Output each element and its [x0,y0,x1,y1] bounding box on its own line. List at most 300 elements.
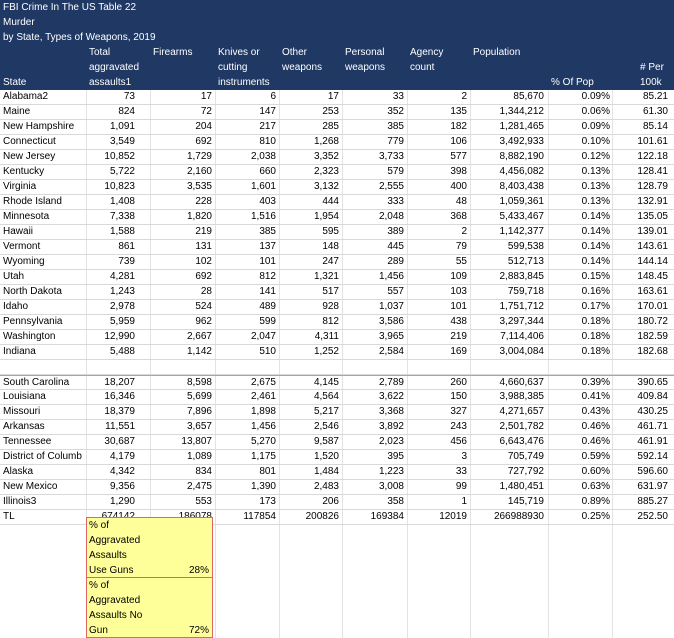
cell-total[interactable]: 73 [123,91,135,102]
cell-state[interactable]: Utah [3,271,25,282]
cell-agency[interactable]: 243 [450,421,467,432]
cell-per[interactable]: 135.05 [637,211,668,222]
table-title: FBI Crime In The US Table 22 [3,2,137,13]
cell-other[interactable]: 285 [322,121,339,132]
cell-total[interactable]: 10,823 [104,181,135,192]
cell-state[interactable]: New Jersey [3,151,56,162]
cell-firearms[interactable]: 1,142 [186,346,212,357]
table-row [0,135,674,150]
cell-agency[interactable]: 182 [450,121,467,132]
header-personal-line2: weapons [345,62,386,73]
cell-population[interactable]: 4,456,082 [499,166,544,177]
cell-other[interactable]: 4,564 [313,391,339,402]
cell-pct[interactable]: 0.09% [581,121,610,132]
cell-pct[interactable]: 0.46% [581,436,610,447]
cell-other[interactable]: 4,145 [313,377,339,388]
cell-firearms[interactable]: 692 [195,271,212,282]
cell-firearms[interactable]: 131 [195,241,212,252]
cell-population[interactable]: 1,344,212 [499,106,544,117]
cell-pct[interactable]: 0.14% [581,241,610,252]
cell-knives[interactable]: 1,516 [250,211,276,222]
cell-state[interactable]: Missouri [3,406,41,417]
cell-personal[interactable]: 352 [387,106,404,117]
cell-state[interactable]: Virginia [3,181,37,192]
cell-pct[interactable]: 0.13% [581,166,610,177]
cell-other[interactable]: 1,954 [313,211,339,222]
cell-population[interactable]: 6,643,476 [499,436,544,447]
cell-per[interactable]: 592.14 [637,451,668,462]
cell-other[interactable]: 247 [322,256,339,267]
cell-personal[interactable]: 3,008 [378,481,404,492]
cell-agency[interactable]: 48 [455,196,467,207]
cell-population[interactable]: 1,480,451 [499,481,544,492]
cell-per[interactable]: 148.45 [637,271,668,282]
cell-pct[interactable]: 0.15% [581,271,610,282]
cell-knives[interactable]: 217 [259,121,276,132]
cell-state[interactable]: North Dakota [3,286,62,297]
guns-share-note[interactable] [86,517,213,579]
cell-firearms[interactable]: 5,699 [186,391,212,402]
cell-personal[interactable]: 3,586 [378,316,404,327]
cell-per[interactable]: 461.71 [637,421,668,432]
cell-other[interactable]: 5,217 [313,406,339,417]
cell-total[interactable]: 5,959 [109,316,135,327]
cell-personal[interactable]: 395 [387,451,404,462]
cell-per[interactable]: 180.72 [637,316,668,327]
cell-total[interactable]: 1,290 [109,496,135,507]
cell-agency[interactable]: 2 [461,226,467,237]
cell-firearms[interactable]: 1,729 [186,151,212,162]
cell-firearms[interactable]: 204 [195,121,212,132]
cell-population[interactable]: 705,749 [507,451,544,462]
cell-pct[interactable]: 0.13% [581,181,610,192]
cell-firearms[interactable]: 102 [195,256,212,267]
cell-personal[interactable]: 557 [387,286,404,297]
cell-knives[interactable]: 2,047 [250,331,276,342]
cell-personal[interactable]: 2,789 [378,377,404,388]
cell-other[interactable]: 1,520 [313,451,339,462]
cell-knives[interactable]: 2,038 [250,151,276,162]
cell-pct[interactable]: 0.63% [581,481,610,492]
cell-agency[interactable]: 456 [450,436,467,447]
cell-per[interactable]: 409.84 [637,391,668,402]
cell-knives[interactable]: 385 [259,226,276,237]
cell-total[interactable]: 1,243 [109,286,135,297]
cell-per[interactable]: 132.91 [637,196,668,207]
cell-per[interactable]: 128.79 [637,181,668,192]
cell-population[interactable]: 1,751,712 [499,301,544,312]
cell-per[interactable]: 182.68 [637,346,668,357]
cell-population[interactable]: 3,297,344 [499,316,544,327]
table-row [0,330,674,345]
cell-knives[interactable]: 1,175 [250,451,276,462]
cell-knives[interactable]: 660 [259,166,276,177]
cell-pct[interactable]: 0.14% [581,211,610,222]
cell-state[interactable]: Indiana [3,346,36,357]
cell-total[interactable]: 4,281 [109,271,135,282]
cell-agency[interactable]: 3 [461,451,467,462]
cell-state[interactable]: Louisiana [3,391,46,402]
cell-per[interactable]: 182.59 [637,331,668,342]
cell-other[interactable]: 1,321 [313,271,339,282]
cell-firearms[interactable]: 219 [195,226,212,237]
cell-population[interactable]: 3,004,084 [499,346,544,357]
cell-other[interactable]: 928 [322,301,339,312]
note-line: % of [89,580,110,591]
cell-total[interactable]: 16,346 [104,391,135,402]
cell-state[interactable]: New Mexico [3,481,58,492]
cell-per[interactable]: 101.61 [637,136,668,147]
cell-other[interactable]: 200826 [305,511,339,522]
cell-pct[interactable]: 0.13% [581,196,610,207]
cell-firearms[interactable]: 524 [195,301,212,312]
table-row [0,210,674,225]
cell-personal[interactable]: 445 [387,241,404,252]
cell-other[interactable]: 2,323 [313,166,339,177]
cell-firearms[interactable]: 3,535 [186,181,212,192]
cell-knives[interactable]: 403 [259,196,276,207]
cell-other[interactable]: 9,587 [313,436,339,447]
cell-population[interactable]: 759,718 [507,286,544,297]
cell-other[interactable]: 444 [322,196,339,207]
cell-knives[interactable]: 101 [259,256,276,267]
no-gun-share-note[interactable] [86,577,213,638]
cell-pct[interactable]: 0.89% [581,496,610,507]
note-line: Assaults [89,550,127,561]
table-row [0,90,674,105]
cell-agency[interactable]: 2 [461,91,467,102]
note-line: Use Guns [89,565,134,576]
cell-state[interactable]: Washington [3,331,56,342]
cell-per[interactable]: 122.18 [637,151,668,162]
cell-other[interactable]: 17 [327,91,339,102]
cell-firearms[interactable]: 834 [195,466,212,477]
cell-per[interactable]: 596.60 [637,466,668,477]
cell-agency[interactable]: 400 [450,181,467,192]
cell-per[interactable]: 390.65 [637,377,668,388]
cell-state[interactable]: Minnesota [3,211,50,222]
cell-per[interactable]: 430.25 [637,406,668,417]
cell-knives[interactable]: 1,898 [250,406,276,417]
cell-total[interactable]: 3,549 [109,136,135,147]
cell-state[interactable]: Alabama2 [3,91,49,102]
cell-knives[interactable]: 810 [259,136,276,147]
header-knives-line2: cutting [218,62,248,73]
cell-knives[interactable]: 141 [259,286,276,297]
cell-agency[interactable]: 150 [450,391,467,402]
cell-knives[interactable]: 5,270 [250,436,276,447]
note-line: Assaults No [89,610,143,621]
cell-total[interactable]: 30,687 [104,436,135,447]
cell-other[interactable]: 148 [322,241,339,252]
header-other-line1: Other [282,47,308,58]
table-row [0,285,674,300]
cell-population[interactable]: 1,281,465 [499,121,544,132]
cell-population[interactable]: 5,433,467 [499,211,544,222]
cell-agency[interactable]: 101 [450,301,467,312]
cell-total[interactable]: 1,408 [109,196,135,207]
cell-total[interactable]: 9,356 [109,481,135,492]
cell-population[interactable]: 8,403,438 [499,181,544,192]
cell-total[interactable]: 1,091 [109,121,135,132]
cell-other[interactable]: 4,311 [314,331,339,342]
cell-agency[interactable]: 55 [455,256,467,267]
cell-agency[interactable]: 33 [455,466,467,477]
cell-other[interactable]: 517 [322,286,339,297]
cell-knives[interactable]: 137 [259,241,276,252]
cell-other[interactable]: 2,546 [313,421,339,432]
cell-population[interactable]: 8,882,190 [499,151,544,162]
cell-other[interactable]: 2,483 [313,481,339,492]
cell-firearms[interactable]: 3,657 [186,421,212,432]
cell-agency[interactable]: 577 [450,151,467,162]
cell-state[interactable]: Arkansas [3,421,45,432]
table-subtitle-murder: Murder [3,17,35,28]
cell-firearms[interactable]: 1,820 [186,211,212,222]
cell-total[interactable]: 2,978 [109,301,135,312]
cell-other[interactable]: 206 [322,496,339,507]
cell-population[interactable]: 145,719 [507,496,544,507]
cell-personal[interactable]: 169384 [370,511,404,522]
cell-knives[interactable]: 117854 [243,511,276,522]
cell-pct[interactable]: 0.06% [581,106,610,117]
cell-pct[interactable]: 0.14% [581,256,610,267]
cell-pct[interactable]: 0.12% [581,151,610,162]
cell-population[interactable]: 7,114,406 [500,331,544,342]
cell-total[interactable]: 18,207 [104,377,135,388]
cell-total[interactable]: 1,588 [109,226,135,237]
cell-firearms[interactable]: 553 [195,496,212,507]
cell-state[interactable]: Maine [3,106,31,117]
cell-knives[interactable]: 2,675 [250,377,276,388]
cell-per[interactable]: 163.61 [637,286,668,297]
cell-population[interactable]: 512,713 [507,256,544,267]
cell-personal[interactable]: 1,223 [378,466,404,477]
cell-pct[interactable]: 0.17% [581,301,610,312]
header-firearms: Firearms [153,47,193,58]
cell-agency[interactable]: 398 [450,166,467,177]
cell-population[interactable]: 2,501,782 [499,421,544,432]
cell-agency[interactable]: 109 [450,271,467,282]
cell-per[interactable]: 461.91 [637,436,668,447]
cell-knives[interactable]: 510 [259,346,276,357]
cell-firearms[interactable]: 2,667 [186,331,212,342]
cell-total[interactable]: 739 [118,256,135,267]
cell-total[interactable]: 4,179 [109,451,135,462]
cell-pct[interactable]: 0.60% [581,466,610,477]
cell-other[interactable]: 3,132 [313,181,339,192]
cell-personal[interactable]: 2,048 [378,211,404,222]
cell-firearms[interactable]: 28 [200,286,212,297]
cell-pct[interactable]: 0.18% [581,316,610,327]
cell-agency[interactable]: 169 [450,346,467,357]
cell-agency[interactable]: 103 [450,286,467,297]
cell-population[interactable]: 4,271,657 [499,406,544,417]
cell-per[interactable]: 885.27 [637,496,668,507]
cell-per[interactable]: 631.97 [637,481,668,492]
cell-pct[interactable]: 0.18% [581,331,610,342]
cell-state[interactable]: Illinois3 [3,496,37,507]
cell-per[interactable]: 252.50 [637,511,668,522]
cell-per[interactable]: 143.61 [637,241,668,252]
cell-state[interactable]: TL [3,511,15,522]
cell-population[interactable]: 4,660,637 [499,377,544,388]
cell-knives[interactable]: 173 [259,496,276,507]
table-row [0,345,674,360]
cell-knives[interactable]: 1,390 [250,481,276,492]
cell-firearms[interactable]: 17 [200,91,212,102]
cell-personal[interactable]: 1,037 [378,301,404,312]
cell-agency[interactable]: 12019 [439,511,467,522]
cell-pct[interactable]: 0.41% [581,391,610,402]
cell-pct[interactable]: 0.16% [581,286,610,297]
cell-per[interactable]: 85.14 [642,121,668,132]
cell-personal[interactable]: 1,456 [378,271,404,282]
cell-personal[interactable]: 289 [387,256,404,267]
cell-firearms[interactable]: 2,160 [186,166,212,177]
cell-other[interactable]: 595 [322,226,339,237]
cell-per[interactable]: 170.01 [637,301,668,312]
cell-population[interactable]: 266988930 [493,511,544,522]
cell-firearms[interactable]: 8,598 [186,377,212,388]
cell-other[interactable]: 812 [322,316,339,327]
cell-population[interactable]: 599,538 [507,241,544,252]
cell-pct[interactable]: 0.25% [581,511,610,522]
cell-per[interactable]: 128.41 [637,166,668,177]
cell-personal[interactable]: 358 [387,496,404,507]
cell-personal[interactable]: 2,555 [378,181,404,192]
cell-personal[interactable]: 779 [387,136,404,147]
cell-total[interactable]: 4,342 [109,466,135,477]
cell-population[interactable]: 3,492,933 [499,136,544,147]
cell-pct[interactable]: 0.14% [581,226,610,237]
cell-knives[interactable]: 801 [259,466,276,477]
cell-personal[interactable]: 579 [387,166,404,177]
cell-population[interactable]: 2,883,845 [499,271,544,282]
cell-agency[interactable]: 219 [450,331,467,342]
cell-agency[interactable]: 106 [450,136,467,147]
cell-knives[interactable]: 489 [259,301,276,312]
cell-state[interactable]: Vermont [3,241,41,252]
cell-knives[interactable]: 812 [259,271,276,282]
cell-per[interactable]: 139.01 [637,226,668,237]
cell-state[interactable]: South Carolina [3,377,70,388]
cell-total[interactable]: 11,551 [105,421,135,432]
header-per-line2: 100k [640,77,662,88]
cell-agency[interactable]: 438 [450,316,467,327]
cell-population[interactable]: 1,142,377 [499,226,544,237]
cell-firearms[interactable]: 962 [195,316,212,327]
cell-other[interactable]: 253 [322,106,339,117]
cell-other[interactable]: 1,268 [313,136,339,147]
cell-agency[interactable]: 135 [450,106,467,117]
cell-population[interactable]: 3,988,385 [499,391,544,402]
cell-firearms[interactable]: 692 [195,136,212,147]
cell-knives[interactable]: 147 [259,106,276,117]
cell-population[interactable]: 85,670 [513,91,544,102]
cell-agency[interactable]: 79 [455,241,467,252]
cell-pct[interactable]: 0.10% [581,136,610,147]
cell-state[interactable]: Hawaii [3,226,34,237]
cell-firearms[interactable]: 1,089 [186,451,212,462]
cell-pct[interactable]: 0.39% [581,377,610,388]
cell-total[interactable]: 18,379 [104,406,135,417]
cell-state[interactable]: Idaho [3,301,29,312]
cell-state[interactable]: Alaska [3,466,34,477]
cell-other[interactable]: 1,252 [313,346,339,357]
cell-knives[interactable]: 6 [270,91,276,102]
cell-state[interactable]: Connecticut [3,136,56,147]
table-row [0,435,674,450]
cell-firearms[interactable]: 2,475 [186,481,212,492]
cell-state[interactable]: Rhode Island [3,196,62,207]
cell-total[interactable]: 7,338 [109,211,135,222]
cell-pct[interactable]: 0.43% [581,406,610,417]
cell-state[interactable]: Tennessee [3,436,52,447]
cell-population[interactable]: 1,059,361 [499,196,544,207]
cell-personal[interactable]: 3,892 [378,421,404,432]
cell-personal[interactable]: 3,368 [378,406,404,417]
table-row [0,315,674,330]
cell-total[interactable]: 824 [118,106,135,117]
cell-per[interactable]: 61.30 [642,106,668,117]
cell-personal[interactable]: 333 [387,196,404,207]
cell-pct[interactable]: 0.09% [581,91,610,102]
cell-pct[interactable]: 0.59% [581,451,610,462]
cell-state[interactable]: Pennsylvania [3,316,63,327]
cell-personal[interactable]: 3,965 [378,331,404,342]
cell-firearms[interactable]: 7,896 [186,406,212,417]
cell-knives[interactable]: 599 [259,316,276,327]
cell-firearms[interactable]: 72 [200,106,212,117]
cell-state[interactable]: Wyoming [3,256,45,267]
cell-other[interactable]: 1,484 [313,466,339,477]
cell-agency[interactable]: 1 [461,496,467,507]
cell-personal[interactable]: 2,584 [378,346,404,357]
cell-knives[interactable]: 1,456 [250,421,276,432]
cell-personal[interactable]: 3,622 [378,391,404,402]
header-population: Population [473,47,521,58]
cell-personal[interactable]: 2,023 [378,436,404,447]
cell-per[interactable]: 144.14 [637,256,668,267]
cell-state[interactable]: Kentucky [3,166,45,177]
cell-pct[interactable]: 0.46% [581,421,610,432]
cell-firearms[interactable]: 228 [195,196,212,207]
cell-total[interactable]: 12,990 [104,331,135,342]
cell-personal[interactable]: 385 [387,121,404,132]
cell-total[interactable]: 10,852 [104,151,135,162]
cell-pct[interactable]: 0.18% [581,346,610,357]
cell-knives[interactable]: 1,601 [250,181,276,192]
cell-firearms[interactable]: 13,807 [181,436,212,447]
cell-population[interactable]: 727,792 [507,466,544,477]
cell-agency[interactable]: 260 [450,377,467,388]
cell-agency[interactable]: 368 [450,211,467,222]
cell-other[interactable]: 3,352 [313,151,339,162]
cell-agency[interactable]: 99 [455,481,467,492]
cell-total[interactable]: 5,722 [109,166,135,177]
cell-state[interactable]: New Hampshire [3,121,75,132]
cell-personal[interactable]: 3,733 [378,151,404,162]
cell-agency[interactable]: 327 [450,406,467,417]
cell-knives[interactable]: 2,461 [250,391,276,402]
cell-total[interactable]: 861 [118,241,135,252]
cell-state[interactable]: District of Columb [3,451,82,462]
cell-total[interactable]: 5,488 [109,346,135,357]
cell-personal[interactable]: 33 [392,91,404,102]
cell-personal[interactable]: 389 [387,226,404,237]
cell-per[interactable]: 85.21 [642,91,668,102]
